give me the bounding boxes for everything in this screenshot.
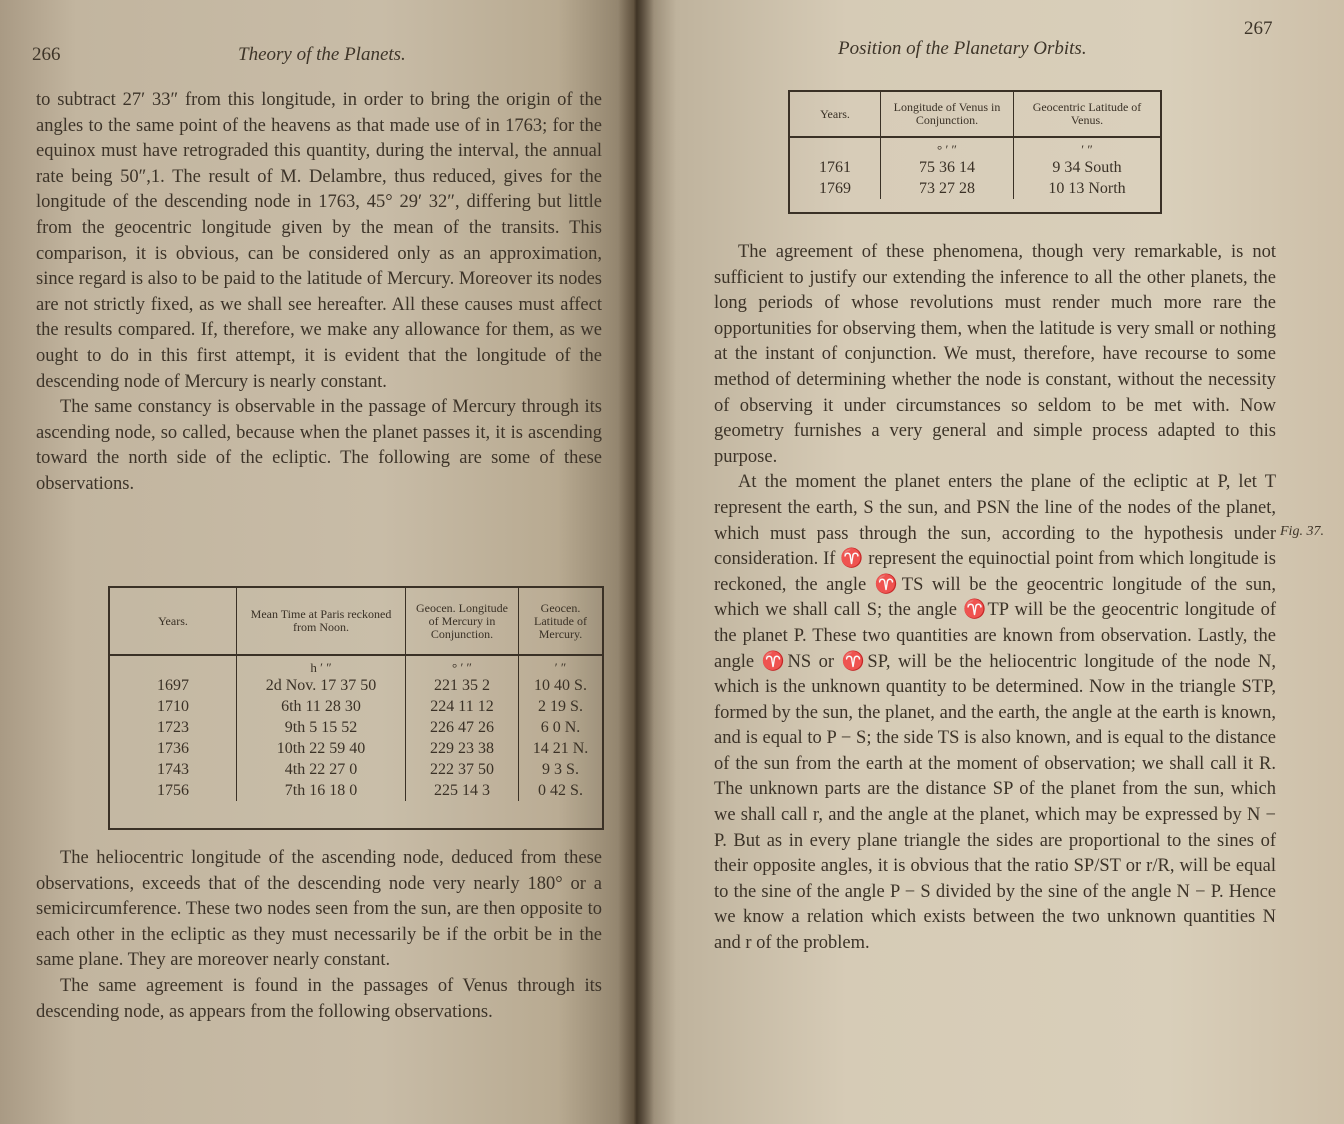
table-cell: 1710: [157, 698, 189, 715]
table-cell: 1756: [157, 782, 189, 799]
table-header-geocentric-longitude: Geocen. Longitude of Mercury in Conjunction.: [406, 588, 519, 655]
table-cell: 6th 11 28 30: [237, 696, 406, 717]
table-cell: 1723: [157, 719, 189, 736]
mercury-observations-table: [108, 586, 604, 830]
table-header-years: Years.: [790, 92, 881, 137]
table-row: [110, 717, 602, 738]
table-cell: 229 23 38: [406, 738, 519, 759]
right-page-number: 267: [1244, 18, 1273, 39]
table-cell: 73 27 28: [881, 178, 1014, 199]
table-cell: 2d Nov. 17 37 50: [237, 675, 406, 696]
left-running-head: Theory of the Planets.: [238, 44, 406, 65]
table-unit: ° ′ ″: [881, 137, 1014, 157]
table-cell: 7th 16 18 0: [237, 780, 406, 801]
left-page: [0, 0, 634, 1124]
table-row: [110, 696, 602, 717]
table-cell: 1736: [157, 740, 189, 757]
table-header-geocentric-latitude: Geocen. Latitude of Mercury.: [519, 588, 603, 655]
table-unit: [110, 655, 237, 675]
table-cell: 0 42 S.: [519, 780, 603, 801]
right-paragraph-1: The agreement of these phenomena, though very remarkable, is not sufficient to justify our extending the inference to all the other planets, the long periods of whose revolutions must render much more rare the opportunities for observing them, when the latitude is very small or nothing at the instant of conjunction. We must, therefore, have recourse to some method of determining whether the node is constant, without the necessity of observing it under circumstances so seldom to be met with. Now geometry furnishes a very general and simple process adapted to this purpose.: [714, 242, 1276, 467]
table-cell: 9 34 South: [1014, 157, 1161, 178]
table-row: [110, 738, 602, 759]
table-cell: 226 47 26: [406, 717, 519, 738]
table-unit: ° ′ ″: [406, 655, 519, 675]
left-page-number: 266: [32, 44, 61, 65]
venus-observations-table: [788, 90, 1162, 214]
table-cell: 4th 22 27 0: [237, 759, 406, 780]
table-cell: 14 21 N.: [519, 738, 603, 759]
table-cell: 75 36 14: [881, 157, 1014, 178]
table-unit: [790, 137, 881, 157]
table-cell: 224 11 12: [406, 696, 519, 717]
table-cell: 9th 5 15 52: [237, 717, 406, 738]
left-paragraph-4: The same agreement is found in the passages of Venus through its descending node, as appears from the following observations.: [36, 975, 602, 1022]
right-page: [634, 0, 1344, 1124]
figure-margin-note: Fig. 37.: [1280, 524, 1324, 539]
table-cell: 1697: [157, 677, 189, 694]
table-unit: ′ ″: [519, 655, 603, 675]
left-paragraph-2: The same constancy is observable in the passage of Mercury through its ascending node, so called, because when the planet passes it, it is ascending toward the north side of the ecliptic. The following are some of these observations.: [36, 397, 602, 494]
table-cell: 1769: [819, 180, 851, 197]
table-cell: 221 35 2: [406, 675, 519, 696]
left-paragraph-3: The heliocentric longitude of the ascending node, deduced from these observations, exceeds that of the descending node very nearly 180° or a semicircumference. These two nodes seen from the sun, are then opposite to each other in the ecliptic as they must necessarily be if the orbit be in the same plane. They are moreover nearly constant.: [36, 848, 602, 971]
table-row: [790, 178, 1160, 199]
right-running-head: Position of the Planetary Orbits.: [838, 38, 1087, 59]
table-header-years: Years.: [110, 588, 237, 655]
table-row: [110, 759, 602, 780]
table-cell: 9 3 S.: [519, 759, 603, 780]
table-cell: 10th 22 59 40: [237, 738, 406, 759]
table-header-longitude: Longitude of Venus in Conjunction.: [881, 92, 1014, 137]
table-row: [790, 157, 1160, 178]
table-header-mean-time: Mean Time at Paris reckoned from Noon.: [237, 588, 406, 655]
table-cell: 222 37 50: [406, 759, 519, 780]
table-row: [110, 780, 602, 801]
left-text-block: [36, 88, 602, 498]
table-unit: h ′ ″: [237, 655, 406, 675]
table-cell: 10 13 North: [1014, 178, 1161, 199]
right-paragraph-2: At the moment the planet enters the plane of the ecliptic at P, let T represent the earth, S the sun, and PSN the line of the nodes of the planet, which must pass through the sun, according to the hypothesis under consideration. If ♈ represent the equinoctial point from which longitude is reckoned, the angle ♈TS will be the geocentric longitude of the sun, which we shall call S; the angle ♈TP will be the geocentric longitude of the planet P. These two quantities are known from observation. Lastly, the angle ♈NS or ♈SP, will be the heliocentric longitude of the node N, which is the unknown quantity to be determined. Now in the triangle STP, formed by the sun, the planet, and the earth, the angle at the earth is known, and is equal to P − S; the side TS is also known, and is equal to the distance of the sun from the earth at the moment of observation; we shall call it R. The unknown parts are the distance SP of the planet from the sun, which we shall call r, and the angle at the planet, which may be expressed by N − P. But as in every plane triangle the sides are proportional to the sines of their opposite angles, it is obvious that the ratio SP/ST or r/R, will be equal to the sine of the angle P − S divided by the sine of the angle N − P. Hence we know a relation which exists between the two unknown quantities N and r of the problem.: [714, 472, 1276, 954]
table-cell: 1761: [819, 159, 851, 176]
table-cell: 6 0 N.: [519, 717, 603, 738]
left-paragraph-1: to subtract 27′ 33″ from this longitude, in order to bring the origin of the angles to the same point of the heavens as that made use of in 1763; for the equinox must have retrograded this quantity, during the interval, the annual rate being 50″,1. The result of M. Delambre, thus reduced, gives for the longitude of the descending node in 1763, 45° 29′ 32″, differing but little from the geocentric longitude given by the mean of the transits. This comparison, it is obvious, can be considered only as an approximation, since regard is also to be paid to the latitude of Mercury. Moreover its nodes are not strictly fixed, as we shall see hereafter. All these causes must affect the results compared. If, therefore, we make any allowance for them, as we ought to do in this first attempt, it is evident that the longitude of the descending node of Mercury is nearly constant.: [36, 90, 602, 392]
table-unit: ′ ″: [1014, 137, 1161, 157]
table-cell: 10 40 S.: [519, 675, 603, 696]
right-text-block: [714, 240, 1276, 957]
table-cell: 2 19 S.: [519, 696, 603, 717]
left-text-block-lower: [36, 846, 602, 1025]
table-header-latitude: Geocentric Latitude of Venus.: [1014, 92, 1161, 137]
table-cell: 225 14 3: [406, 780, 519, 801]
table-cell: 1743: [157, 761, 189, 778]
table-row: [110, 675, 602, 696]
